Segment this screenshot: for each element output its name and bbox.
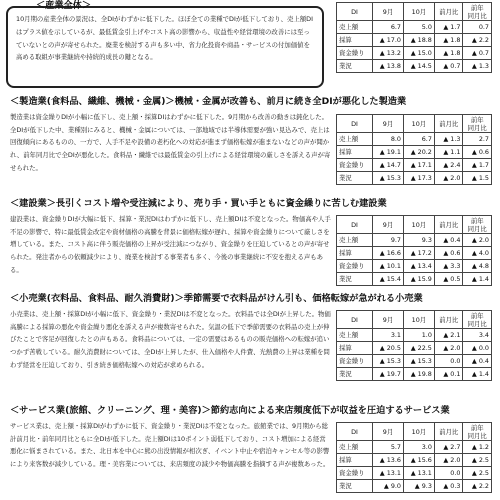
header-sep: 9月	[373, 423, 404, 441]
cell-sep: ▲ 20.5	[373, 342, 404, 355]
table-row	[337, 441, 492, 454]
header-sep: 9月	[373, 311, 404, 329]
cell-oct: ▲ 22.5	[403, 342, 434, 355]
table-row	[337, 34, 492, 47]
cell-oct: ▲ 9.3	[403, 480, 434, 493]
di-table	[336, 310, 492, 381]
cell-yoy: ▲ 2.0	[463, 234, 492, 247]
table-row	[337, 342, 492, 355]
cell-oct: ▲ 13.4	[403, 260, 434, 273]
cell-yoy: ▲ 2.5	[463, 454, 492, 467]
cell-yoy: ▲ 2.2	[463, 34, 492, 47]
header-prev: 前月比	[434, 3, 463, 21]
table-row	[337, 47, 492, 60]
cell-oct: 3.0	[403, 441, 434, 454]
section-paragraph: 10月期の産業全体の景況は、全DIがわずかに低下した。ほぼ全ての業種でDIが低下しており、売上額DIはプラス値を示しているが、最低賃金引上げやコスト高の影響から、収益性や経営環境の改善には至っていないとの声が寄せられた。廃業を検討する声も多い中、省力化投資や商品・サービスの付加価値を高める取組が事業継続や持続的成長の鍵となる。	[16, 15, 313, 62]
cell-yoy: ▲ 1.4	[463, 368, 492, 381]
cell-yoy: ▲ 0.0	[463, 342, 492, 355]
cell-prev: ▲ 1.1	[434, 146, 463, 159]
cell-yoy: ▲ 1.5	[463, 172, 492, 185]
cell-sep: ▲ 15.3	[373, 355, 404, 368]
cell-prev: 0.0	[434, 467, 463, 480]
header-oct: 10月	[403, 115, 434, 133]
di-table	[336, 2, 492, 73]
cell-prev: 0.0	[434, 355, 463, 368]
cell-sep: 8.0	[373, 133, 404, 146]
cell-yoy: 3.4	[463, 329, 492, 342]
cell-prev: ▲ 1.8	[434, 34, 463, 47]
cell-sep: 9.7	[373, 234, 404, 247]
cell-prev: ▲ 0.6	[434, 247, 463, 260]
cell-sep: ▲ 19.7	[373, 368, 404, 381]
header-di: DI	[337, 3, 373, 21]
table-row	[337, 172, 492, 185]
cell-oct: ▲ 15.9	[403, 273, 434, 286]
table-row	[337, 329, 492, 342]
section-paragraph: 建設業は、資金繰りDIが大幅に低下、採算・業況DIはわずかに低下し、売上額DIは不変となった。物価高や人手不足の影響で、特に最低賃金改定や資材価格の高騰を背景に価格転嫁が遅れ、採算や資金繰りについて厳しさを増している。また、コスト高に伴う販売価格の上昇が受注減につながり、資金繰りを圧迫しているとの声が寄せられた。発注者からの依頼減少により、廃業を検討する事業者も多く、今後の事業継続に不安を抱える声もある。	[10, 215, 331, 274]
row-label: 売上額	[337, 133, 373, 146]
cell-sep: ▲ 13.8	[373, 60, 404, 73]
header-yoy: 前年 同月比	[463, 311, 492, 329]
cell-prev: ▲ 1.3	[434, 133, 463, 146]
section-retail	[10, 293, 492, 378]
row-label: 業況	[337, 480, 373, 493]
cell-prev: ▲ 2.0	[434, 342, 463, 355]
header-sep: 9月	[373, 3, 404, 21]
di-table	[336, 422, 492, 493]
cell-prev: ▲ 0.4	[434, 234, 463, 247]
cell-sep: ▲ 19.1	[373, 146, 404, 159]
cell-sep: ▲ 15.4	[373, 273, 404, 286]
cell-oct: ▲ 17.1	[403, 159, 434, 172]
cell-oct: 6.7	[403, 133, 434, 146]
row-label: 資金繰り	[337, 355, 373, 368]
row-label: 売上額	[337, 21, 373, 34]
section-title: ＜サービス業(旅館、クリーニング、理・美容)＞節約志向による来店頻度低下が収益を圧迫するサービス業	[10, 405, 450, 416]
cell-oct: ▲ 15.3	[403, 355, 434, 368]
cell-sep: 5.7	[373, 441, 404, 454]
cell-oct: ▲ 20.2	[403, 146, 434, 159]
header-prev: 前月比	[434, 423, 463, 441]
row-label: 採算	[337, 34, 373, 47]
cell-yoy: ▲ 2.2	[463, 480, 492, 493]
cell-prev: ▲ 2.0	[434, 454, 463, 467]
section-services	[10, 405, 492, 490]
header-oct: 10月	[403, 3, 434, 21]
cell-sep: ▲ 9.0	[373, 480, 404, 493]
header-prev: 前月比	[434, 311, 463, 329]
header-di: DI	[337, 216, 373, 234]
cell-sep: ▲ 14.7	[373, 159, 404, 172]
di-table	[336, 215, 492, 286]
section-title: ＜産業全体＞	[36, 0, 92, 11]
cell-oct: ▲ 17.3	[403, 172, 434, 185]
row-label: 業況	[337, 368, 373, 381]
header-di: DI	[337, 115, 373, 133]
cell-oct: ▲ 15.0	[403, 47, 434, 60]
table-row	[337, 159, 492, 172]
cell-sep: ▲ 17.0	[373, 34, 404, 47]
row-label: 売上額	[337, 234, 373, 247]
header-prev: 前月比	[434, 115, 463, 133]
cell-prev: ▲ 2.1	[434, 329, 463, 342]
table-row	[337, 133, 492, 146]
section-paragraph: 小売業は、売上額・採算DIが小幅に低下、資金繰り・業況DIは不変となった。衣料品では全DIが上昇した。物価高騰による採算の悪化や資金繰り悪化を訴える声が複数寄せられた。気温の低下で季節需要の衣料品の売上が伸びたことで客足が回復したとの声もある。食料品については、一定の需要はあるものの販売価格への転嫁が追いつかず苦戦している。耐久消費財については、全DIが上昇したが、仕入価格や人件費、光熱費の上昇は業種を問わず経営を圧迫しており、引き続き価格転嫁への対応が求められる。	[10, 310, 331, 369]
cell-oct: 5.0	[403, 21, 434, 34]
row-label: 採算	[337, 247, 373, 260]
cell-oct: 1.0	[403, 329, 434, 342]
cell-yoy: ▲ 2.5	[463, 467, 492, 480]
cell-oct: ▲ 13.1	[403, 467, 434, 480]
table-row	[337, 260, 492, 273]
cell-oct: 9.3	[403, 234, 434, 247]
cell-prev: ▲ 0.3	[434, 480, 463, 493]
table-row	[337, 480, 492, 493]
header-sep: 9月	[373, 115, 404, 133]
cell-sep: 6.7	[373, 21, 404, 34]
table-row	[337, 21, 492, 34]
cell-oct: ▲ 15.6	[403, 454, 434, 467]
header-sep: 9月	[373, 216, 404, 234]
cell-prev: ▲ 2.7	[434, 441, 463, 454]
table-row	[337, 60, 492, 73]
row-label: 業況	[337, 273, 373, 286]
cell-oct: ▲ 17.2	[403, 247, 434, 260]
table-row	[337, 234, 492, 247]
cell-sep: ▲ 15.3	[373, 172, 404, 185]
cell-oct: ▲ 14.5	[403, 60, 434, 73]
cell-yoy: ▲ 0.7	[463, 47, 492, 60]
cell-yoy: ▲ 4.8	[463, 260, 492, 273]
table-row	[337, 146, 492, 159]
header-oct: 10月	[403, 311, 434, 329]
cell-yoy: ▲ 0.4	[463, 355, 492, 368]
cell-sep: ▲ 16.6	[373, 247, 404, 260]
section-manufacturing	[10, 96, 492, 182]
header-yoy: 前年 同月比	[463, 115, 492, 133]
cell-oct: ▲ 19.8	[403, 368, 434, 381]
cell-yoy: ▲ 1.4	[463, 273, 492, 286]
row-label: 売上額	[337, 329, 373, 342]
row-label: 資金繰り	[337, 260, 373, 273]
cell-oct: ▲ 18.8	[403, 34, 434, 47]
table-row	[337, 247, 492, 260]
cell-sep: ▲ 13.1	[373, 467, 404, 480]
row-label: 採算	[337, 454, 373, 467]
header-di: DI	[337, 311, 373, 329]
cell-yoy: ▲ 1.3	[463, 60, 492, 73]
cell-prev: ▲ 1.8	[434, 47, 463, 60]
di-table	[336, 114, 492, 185]
cell-yoy: 2.7	[463, 133, 492, 146]
table-row	[337, 355, 492, 368]
cell-sep: ▲ 10.1	[373, 260, 404, 273]
table-row	[337, 273, 492, 286]
cell-yoy: ▲ 0.6	[463, 146, 492, 159]
cell-prev: ▲ 0.7	[434, 60, 463, 73]
row-label: 業況	[337, 60, 373, 73]
cell-sep: 3.1	[373, 329, 404, 342]
row-label: 資金繰り	[337, 159, 373, 172]
row-label: 資金繰り	[337, 467, 373, 480]
header-yoy: 前年 同月比	[463, 423, 492, 441]
header-oct: 10月	[403, 216, 434, 234]
cell-yoy: ▲ 1.2	[463, 441, 492, 454]
table-row	[337, 467, 492, 480]
cell-yoy: ▲ 4.0	[463, 247, 492, 260]
table-row	[337, 454, 492, 467]
section-title: ＜小売業(衣料品、食料品、耐久消費財)＞季節需要で衣料品がけん引も、価格転嫁が急がれる小売業	[10, 293, 423, 304]
header-yoy: 前年 同月比	[463, 3, 492, 21]
cell-prev: ▲ 2.0	[434, 172, 463, 185]
section-paragraph: 製造業は資金繰りDIが小幅に低下し、売上額・採算DIはわずかに低下した。9月期から改善の動きは鈍化した。全DIが低下した中、業種別にみると、機械・金属については、一部地域では半導体需要が強い見込みで、売上は回復傾向にあるものの、一方で、人手不足や設備の老朽化への対応が進まず価格転嫁が進まないなどの声が聞かれ、前年同月比で全DIが悪化した。食料品・繊維では最低賃金の引上げによる経営環境の厳しさを訴える声が寄せられた。	[10, 113, 331, 172]
cell-sep: ▲ 13.6	[373, 454, 404, 467]
cell-sep: ▲ 13.2	[373, 47, 404, 60]
section-industry-overall	[10, 0, 492, 70]
row-label: 業況	[337, 172, 373, 185]
section-construction	[10, 198, 492, 283]
cell-yoy: 0.7	[463, 21, 492, 34]
section-title: ＜建設業＞長引くコスト増や受注減により、売り手・買い手ともに資金繰りに苦しむ建設業	[10, 198, 387, 209]
row-label: 採算	[337, 342, 373, 355]
header-di: DI	[337, 423, 373, 441]
header-yoy: 前年 同月比	[463, 216, 492, 234]
cell-yoy: ▲ 1.7	[463, 159, 492, 172]
row-label: 売上額	[337, 441, 373, 454]
row-label: 資金繰り	[337, 47, 373, 60]
cell-prev: ▲ 1.7	[434, 21, 463, 34]
header-prev: 前月比	[434, 216, 463, 234]
section-title: ＜製造業(食料品、繊維、機械・金属)＞機械・金属が改善も、前月に続き全DIが悪化した製造業	[10, 96, 407, 107]
header-oct: 10月	[403, 423, 434, 441]
cell-prev: ▲ 0.1	[434, 368, 463, 381]
table-row	[337, 368, 492, 381]
cell-prev: ▲ 2.4	[434, 159, 463, 172]
cell-prev: ▲ 0.5	[434, 273, 463, 286]
cell-prev: ▲ 3.3	[434, 260, 463, 273]
section-paragraph: サービス業は、売上額・採算DIがわずかに低下、資金繰り・業況DIは不変となった。旅館業では、9月期から総計前月比・前年同月比ともに全DIが低下した。売上額DIは10ポイント弱低下しており、コスト増加による経営悪化に悩まされている。また、北日本を中心に熊の出没情報が相次ぎ、イベント中止や宿泊キャンセル等の影響により来客数が減少している。理・美容業については、来店頻度の減少や物価高騰を指摘する声が複数あった。	[10, 422, 330, 469]
row-label: 採算	[337, 146, 373, 159]
